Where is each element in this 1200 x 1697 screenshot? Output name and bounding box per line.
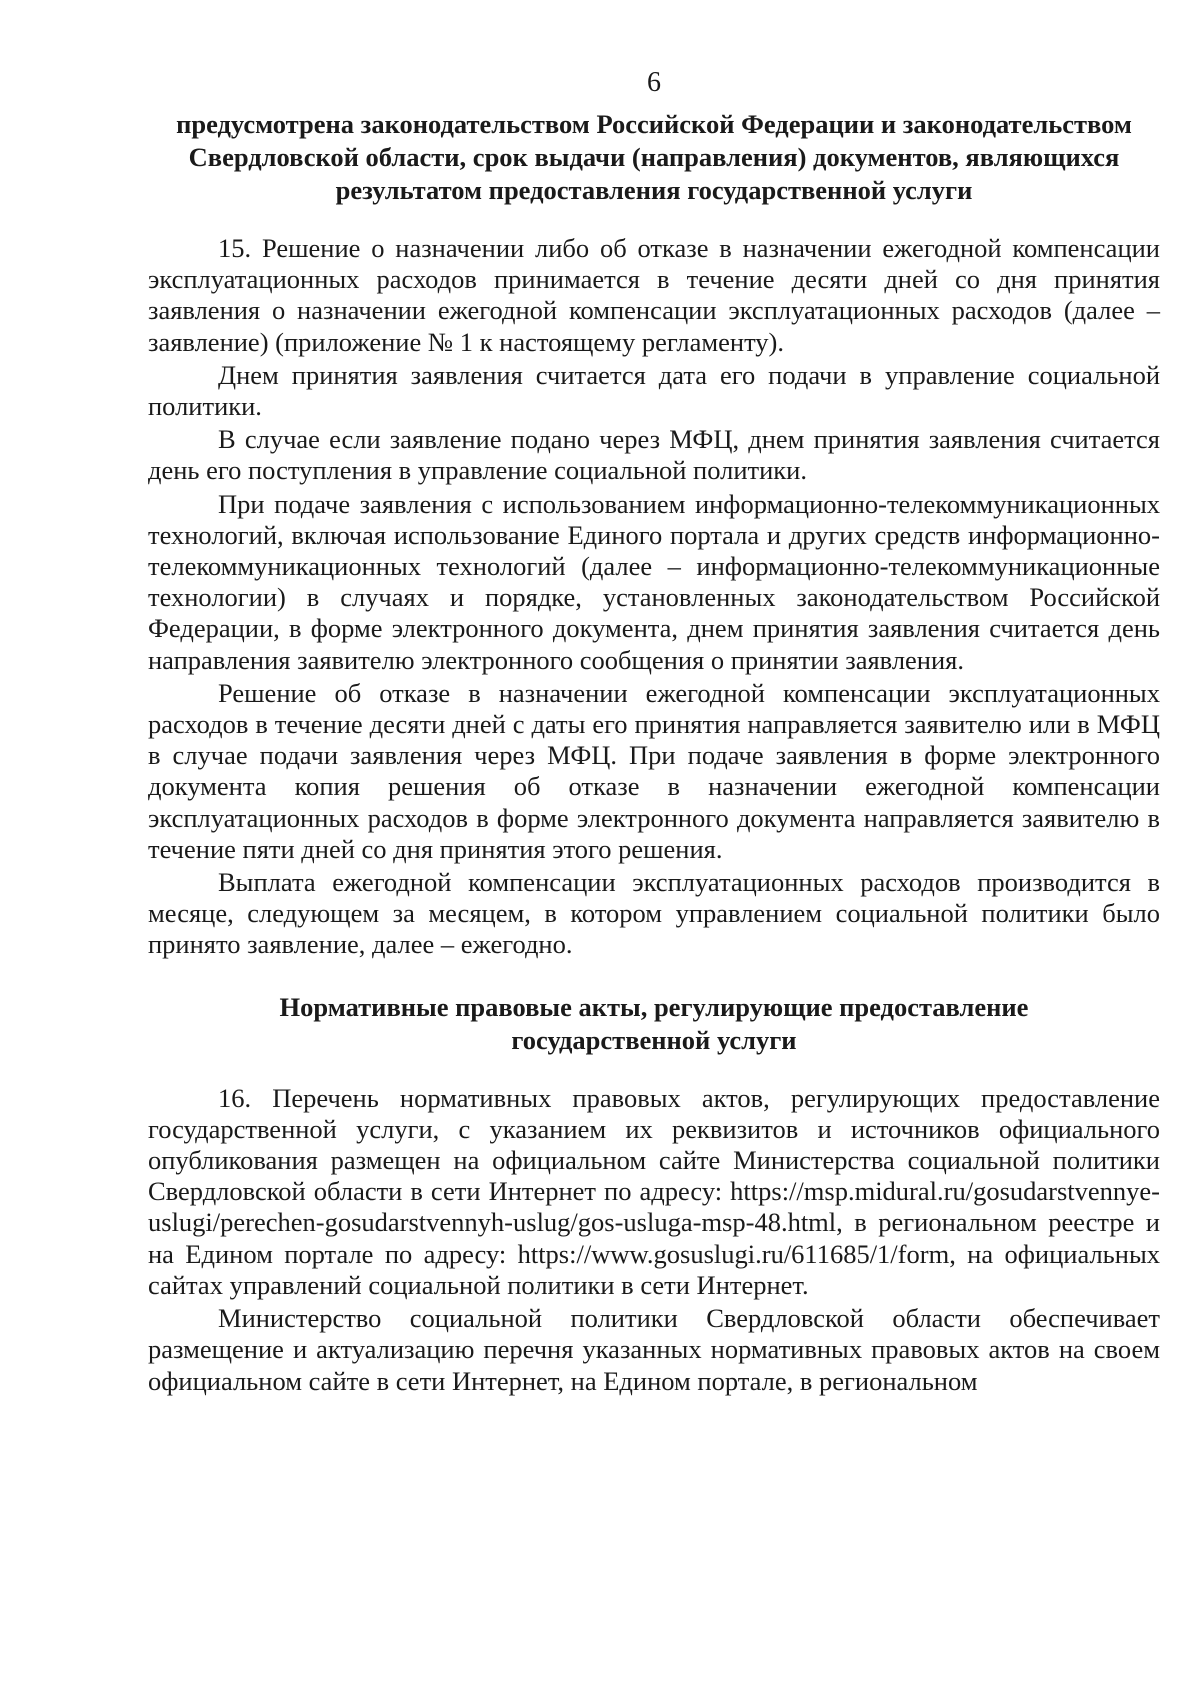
page-number: 6 [647, 67, 661, 98]
paragraph-acceptance-date: Днем принятия заявления считается дата его подачи в управление социальной политики. [148, 359, 1160, 422]
paragraph-16-text-b: , в региональном реестре и на Едином портале по адресу: [148, 1207, 1160, 1269]
gosuslugi-url: https://www.gosuslugi.ru/611685/1/form [517, 1238, 950, 1269]
paragraph-mfc: В случае если заявление подано через МФЦ, днем принятия заявления считается день его поступления в управление социальной политики. [148, 424, 1160, 486]
document-page [148, 66, 1160, 1399]
paragraph-16 [148, 1083, 1160, 1301]
paragraph-electronic: При подаче заявления с использованием информационно-телекоммуникационных технологий, включая использование Единого портала и других средств информационно-телекоммуникационных технологий (далее – информационно-телекоммуникационные технологии) в случаях и порядке, установленных законодательством Российской Федерации, в форме электронного документа, днем принятия заявления считается день направления заявителю электронного сообщения о принятии заявления. [148, 488, 1160, 675]
paragraph-ministry: Министерство социальной политики Свердловской области обеспечивает размещение и актуализацию перечня указанных нормативных правовых актов на своем официальном сайте в сети Интернет, на Едином портале, в региональном [148, 1303, 1160, 1396]
paragraph-16-text-c: , на официальных сайтах управлений социальной политики в сети Интернет. [148, 1238, 1160, 1300]
section-heading-legal-acts: Нормативные правовые акты, регулирующие предоставление государственной услуги [279, 991, 1029, 1055]
paragraph-payment: Выплата ежегодной компенсации эксплуатационных расходов производится в месяце, следующем за месяцем, в котором управлением социальной политики было принято заявление, далее – ежегодно. [148, 867, 1160, 960]
msp-url: https://msp.midural.ru/gosudarstvennye-uslugi/perechen-gosudarstvennyh-uslug/gos-usluga-msp-48.html [148, 1176, 1160, 1238]
paragraph-15: 15. Решение о назначении либо об отказе в назначении ежегодной компенсации эксплуатационных расходов принимается в течение десяти дней со дня принятия заявления о назначении ежегодной компенсации эксплуатационных расходов (далее – заявление) (приложение № 1 к настоящему регламенту). [148, 233, 1160, 357]
section-heading-deadlines: предусмотрена законодательством Российской Федерации и законодательством Свердловской области, срок выдачи (направления) документов, являющихся результатом предоставления государственной услуги [176, 109, 1132, 205]
paragraph-16-text-a: 16. Перечень нормативных правовых актов, регулирующих предоставление государственной услуги, с указанием их реквизитов и источников официального опубликования размещен на официальном сайте Министерства социальной политики Свердловской области в сети Интернет по адресу: [148, 1082, 1160, 1207]
paragraph-refusal: Решение об отказе в назначении ежегодной компенсации эксплуатационных расходов в течение десяти дней с даты его принятия направляется заявителю или в МФЦ в случае подачи заявления через МФЦ. При подаче заявления в форме электронного документа копия решения об отказе в назначении ежегодной компенсации эксплуатационных расходов в форме электронного документа направляется заявителю в течение пяти дней со дня принятия этого решения. [148, 677, 1160, 864]
